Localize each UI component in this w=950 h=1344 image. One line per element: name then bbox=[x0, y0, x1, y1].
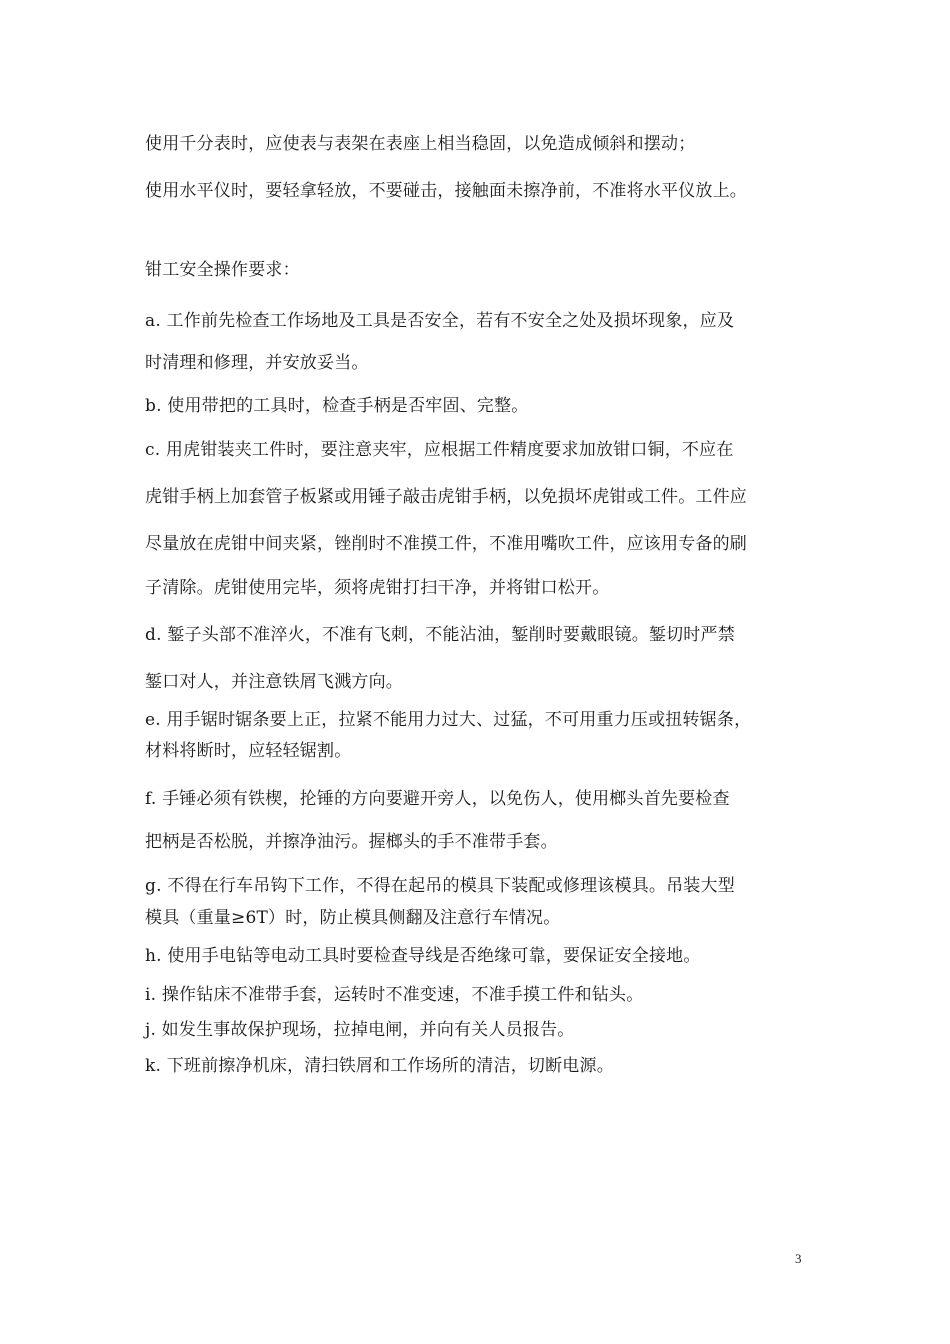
text-line: c. 用虎钳装夹工件时，要注意夹牢，应根据工件精度要求加放钳口铜，不应在 bbox=[145, 440, 734, 460]
text-line: 虎钳手柄上加套管子板紧或用锤子敲击虎钳手柄，以免损坏虎钳或工件。工件应 bbox=[145, 487, 747, 507]
text-line: e. 用手锯时锯条要上正，拉紧不能用力过大、过猛，不可用重力压或扭转锯条， bbox=[145, 710, 752, 730]
text-line: b. 使用带把的工具时，检查手柄是否牢固、完整。 bbox=[145, 396, 529, 416]
text-line: 时清理和修理，并安放妥当。 bbox=[145, 353, 369, 373]
text-line: 尽量放在虎钳中间夹紧，锉削时不准摸工件，不准用嘴吹工件，应该用专备的刷 bbox=[145, 534, 747, 554]
text-line: f. 手锤必须有铁楔，抡锤的方向要避开旁人，以免伤人，使用榔头首先要检查 bbox=[145, 789, 730, 809]
text-line: 模具（重量≥6T）时，防止模具侧翻及注意行车情况。 bbox=[145, 908, 561, 928]
text-line: 把柄是否松脱，并擦净油污。握榔头的手不准带手套。 bbox=[145, 832, 558, 852]
text-line: 使用千分表时，应使表与表架在表座上相当稳固，以免造成倾斜和摆动； bbox=[145, 134, 696, 154]
text-line: g. 不得在行车吊钩下工作，不得在起吊的模具下装配或修理该模具。吊装大型 bbox=[145, 876, 735, 896]
text-line: k. 下班前擦净机床，清扫铁屑和工作场所的清洁，切断电源。 bbox=[145, 1056, 614, 1076]
section-heading: 钳工安全操作要求： bbox=[145, 260, 300, 280]
text-line: j. 如发生事故保护现场，拉掉电闸，并向有关人员报告。 bbox=[145, 1020, 575, 1040]
text-line: 使用水平仪时，要轻拿轻放，不要碰击，接触面未擦净前，不准将水平仪放上。 bbox=[145, 181, 747, 201]
text-line: i. 操作钻床不准带手套，运转时不准变速，不准手摸工件和钻头。 bbox=[145, 985, 644, 1005]
page-number: 3 bbox=[795, 1251, 802, 1266]
text-line: d. 錾子头部不准淬火，不准有飞刺，不能沾油，錾削时要戴眼镜。錾切时严禁 bbox=[145, 625, 735, 645]
text-line: 材料将断时，应轻轻锯割。 bbox=[145, 741, 352, 761]
text-line: h. 使用手电钻等电动工具时要检查导线是否绝缘可靠，要保证安全接地。 bbox=[145, 946, 701, 966]
text-line: 錾口对人，并注意铁屑飞溅方向。 bbox=[145, 672, 403, 692]
text-line: 子清除。虎钳使用完毕，须将虎钳打扫干净，并将钳口松开。 bbox=[145, 578, 610, 598]
text-line: a. 工作前先检查工作场地及工具是否安全，若有不安全之处及损坏现象，应及 bbox=[145, 311, 735, 331]
